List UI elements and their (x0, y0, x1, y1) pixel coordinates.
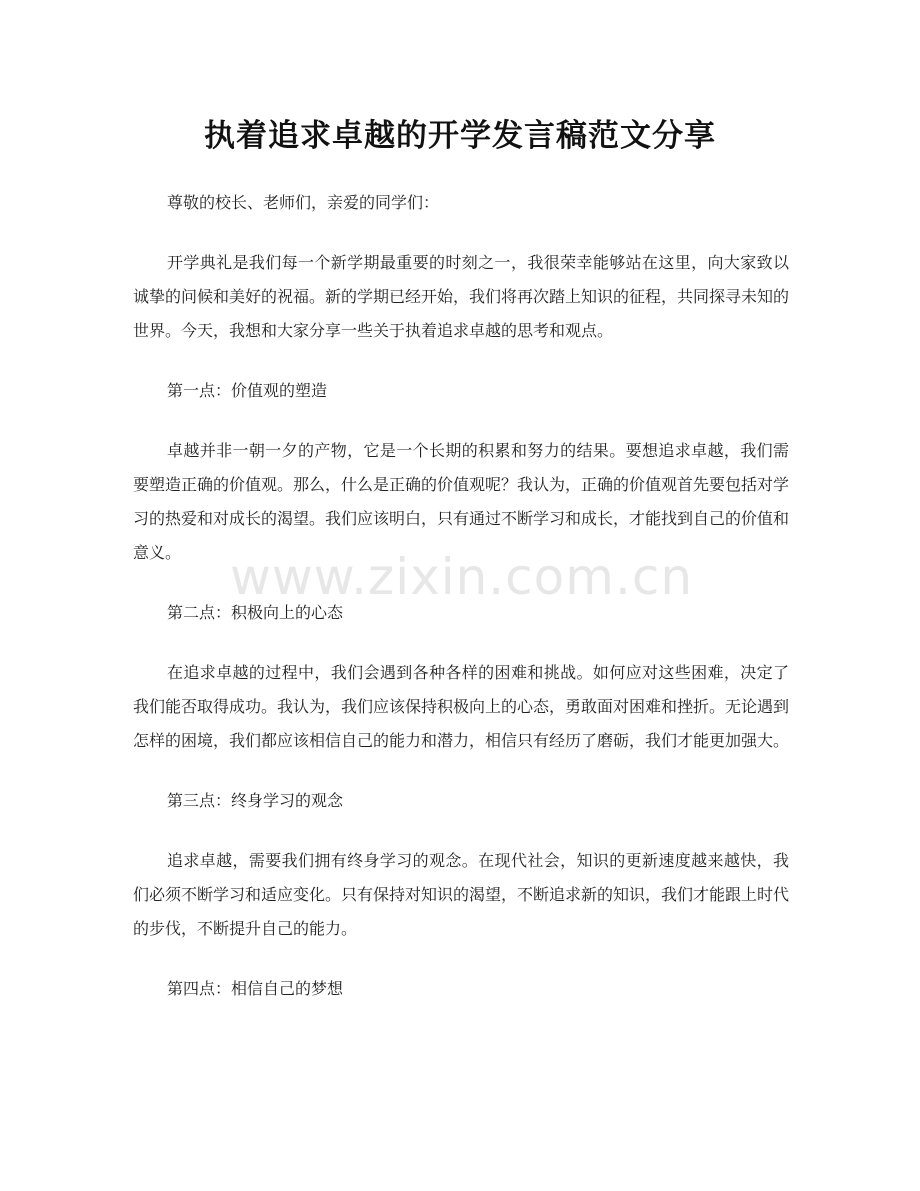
point-three-paragraph: 追求卓越，需要我们拥有终身学习的观念。在现代社会，知识的更新速度越来越快，我们必须不断学习和适应变化。只有保持对知识的渴望，不断追求新的知识，我们才能跟上时代的步伐，不断提升自己的能力。 (133, 851, 790, 938)
point-two-heading: 第二点：积极向上的心态 (167, 603, 344, 622)
watermark: www.zixin.com.cn (230, 548, 694, 606)
point-two-paragraph: 在追求卓越的过程中，我们会遇到各种各样的困难和挑战。如何应对这些困难，决定了我们能否取得成功。我认为，我们应该保持积极向上的心态，勇敢面对困难和挫折。无论遇到怎样的困境，我们都应该相信自己的能力和潜力，相信只有经历了磨砺，我们才能更加强大。 (133, 663, 790, 750)
point-one-paragraph: 卓越并非一朝一夕的产物，它是一个长期的积累和努力的结果。要想追求卓越，我们需要塑造正确的价值观。那么，什么是正确的价值观呢？我认为，正确的价值观首先要包括对学习的热爱和对成长的渴望。我们应该明白，只有通过不断学习和成长，才能找到自己的价值和意义。 (133, 441, 790, 562)
document-body (133, 186, 789, 1032)
intro-paragraph: 开学典礼是我们每一个新学期最重要的时刻之一，我很荣幸能够站在这里，向大家致以诚挚的问候和美好的祝福。新的学期已经开始，我们将再次踏上知识的征程，共同探寻未知的世界。今天，我想和大家分享一些关于执着追求卓越的思考和观点。 (133, 253, 790, 340)
point-one-heading: 第一点：价值观的塑造 (167, 381, 328, 400)
document-title: 执着追求卓越的开学发言稿范文分享 (204, 118, 716, 154)
salutation-paragraph: 尊敬的校长、老师们，亲爱的同学们： (167, 193, 440, 212)
point-four-heading: 第四点：相信自己的梦想 (167, 979, 344, 998)
point-three-heading: 第三点：终身学习的观念 (167, 791, 344, 810)
